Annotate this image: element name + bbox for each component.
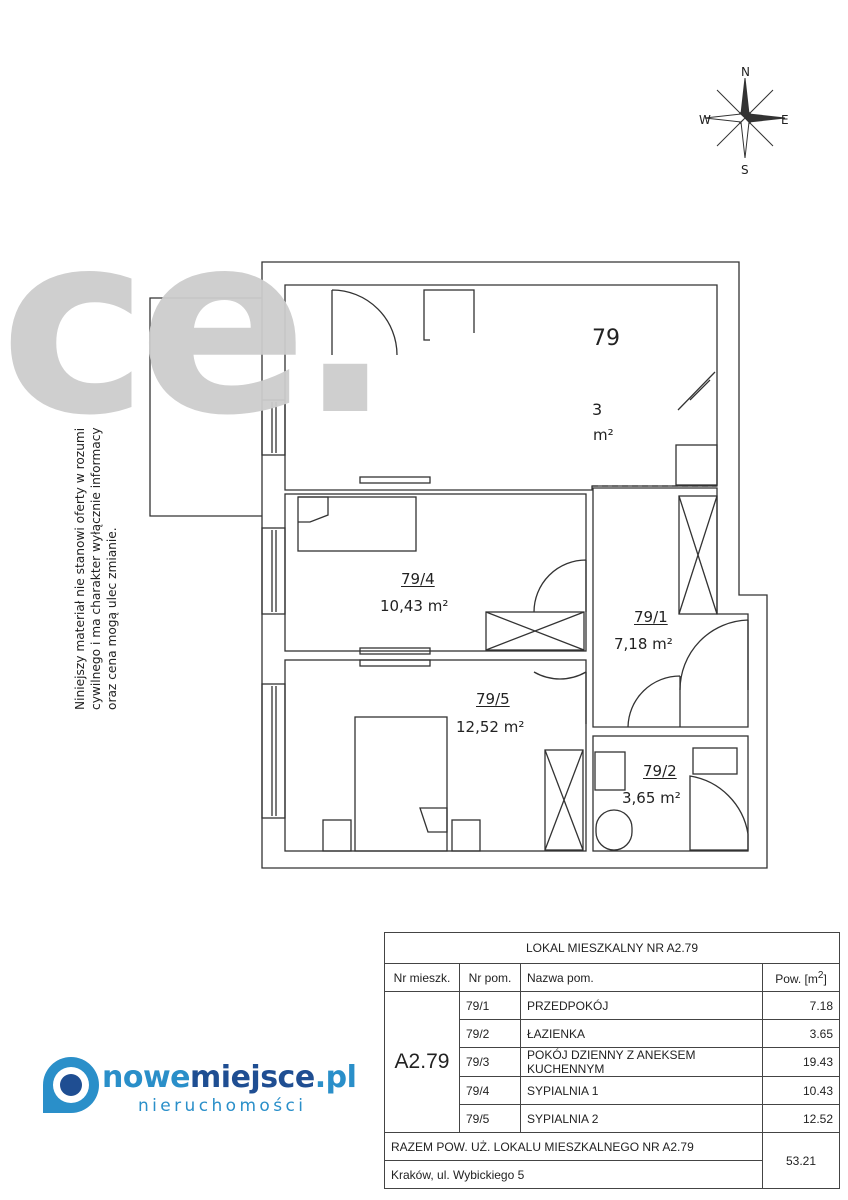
- room-label-79-3-area: m²: [593, 426, 614, 444]
- header-nr-mieszk: Nr mieszk.: [385, 964, 460, 992]
- window-left-2: [262, 528, 285, 614]
- unit-id: A2.79: [385, 992, 460, 1133]
- room-79-5: [285, 660, 586, 851]
- row-area: 12.52: [763, 1105, 840, 1133]
- door-79-5: [534, 672, 586, 724]
- table-title: LOKAL MIESZKALNY NR A2.79: [385, 933, 840, 964]
- row-name: SYPIALNIA 1: [521, 1077, 763, 1105]
- row-nr: 79/1: [460, 992, 521, 1020]
- room-number-79-4: 79/4: [401, 570, 435, 588]
- disclaimer-line-3: oraz cena mogą ulec zmianie.: [105, 527, 119, 710]
- toilet: [596, 810, 632, 850]
- location-pin-icon: [40, 1054, 102, 1116]
- door-79-4: [534, 560, 586, 612]
- room-label-79-3: 79: [592, 326, 620, 351]
- washbasin: [693, 748, 737, 774]
- row-nr: 79/2: [460, 1020, 521, 1048]
- room-area-79-5: 12,52 m²: [456, 718, 525, 736]
- header-nr-pom: Nr pom.: [460, 964, 521, 992]
- logo-subtitle: nieruchomości: [138, 1096, 307, 1116]
- row-nr: 79/3: [460, 1048, 521, 1077]
- row-nr: 79/4: [460, 1077, 521, 1105]
- room-number-79-1: 79/1: [634, 608, 668, 626]
- row-name: POKÓJ DZIENNY Z ANEKSEM KUCHENNYM: [521, 1048, 763, 1077]
- total-label: RAZEM POW. UŻ. LOKALU MIESZKALNEGO NR A2.79: [385, 1133, 763, 1161]
- bed-single: [298, 497, 416, 551]
- logo-wordmark: nowemiejsce.pl: [102, 1060, 357, 1095]
- watermark-gap: [430, 333, 520, 413]
- window-left-3: [262, 684, 285, 818]
- row-name: PRZEDPOKÓJ: [521, 992, 763, 1020]
- disclaimer-line-1: Niniejszy materiał nie stanowi oferty w rozumi: [73, 427, 87, 710]
- room-number-79-2: 79/2: [643, 762, 677, 780]
- compass-w: W: [699, 113, 711, 127]
- row-area: 10.43: [763, 1077, 840, 1105]
- address: Kraków, ul. Wybickiego 5: [385, 1161, 763, 1189]
- room-79-1: [593, 488, 748, 727]
- bed-double: [355, 717, 447, 851]
- compass-s: S: [741, 163, 749, 177]
- row-area: 19.43: [763, 1048, 840, 1077]
- room-79-4: [285, 494, 586, 651]
- shower: [690, 776, 748, 850]
- row-name: SYPIALNIA 2: [521, 1105, 763, 1133]
- door-79-2: [628, 676, 680, 727]
- room-area-79-4: 10,43 m²: [380, 597, 449, 615]
- row-name: ŁAZIENKA: [521, 1020, 763, 1048]
- room-area-79-1: 7,18 m²: [614, 635, 673, 653]
- brand-logo: [40, 1054, 357, 1120]
- door-hall: [680, 620, 748, 690]
- unit-info-table: [384, 932, 840, 1189]
- table-row: [385, 992, 840, 1020]
- room-number-79-5: 79/5: [476, 690, 510, 708]
- sink: [595, 752, 625, 790]
- compass-n: N: [741, 65, 750, 79]
- room-label-79-3-digit: 3: [592, 400, 603, 419]
- total-value: 53.21: [763, 1133, 840, 1189]
- disclaimer-line-2: cywilnego i ma charakter wyłącznie informacy: [89, 427, 103, 710]
- row-nr: 79/5: [460, 1105, 521, 1133]
- compass-e: E: [781, 113, 789, 127]
- disclaimer-note: [72, 310, 120, 710]
- header-nazwa: Nazwa pom.: [521, 964, 763, 992]
- room-area-79-2: 3,65 m²: [622, 789, 681, 807]
- compass-rose-icon: [695, 60, 805, 180]
- header-pow: Pow. $[m^2]$: [763, 964, 840, 992]
- row-area: 3.65: [763, 1020, 840, 1048]
- row-area: 7.18: [763, 992, 840, 1020]
- watermark-text: ce.: [0, 179, 383, 470]
